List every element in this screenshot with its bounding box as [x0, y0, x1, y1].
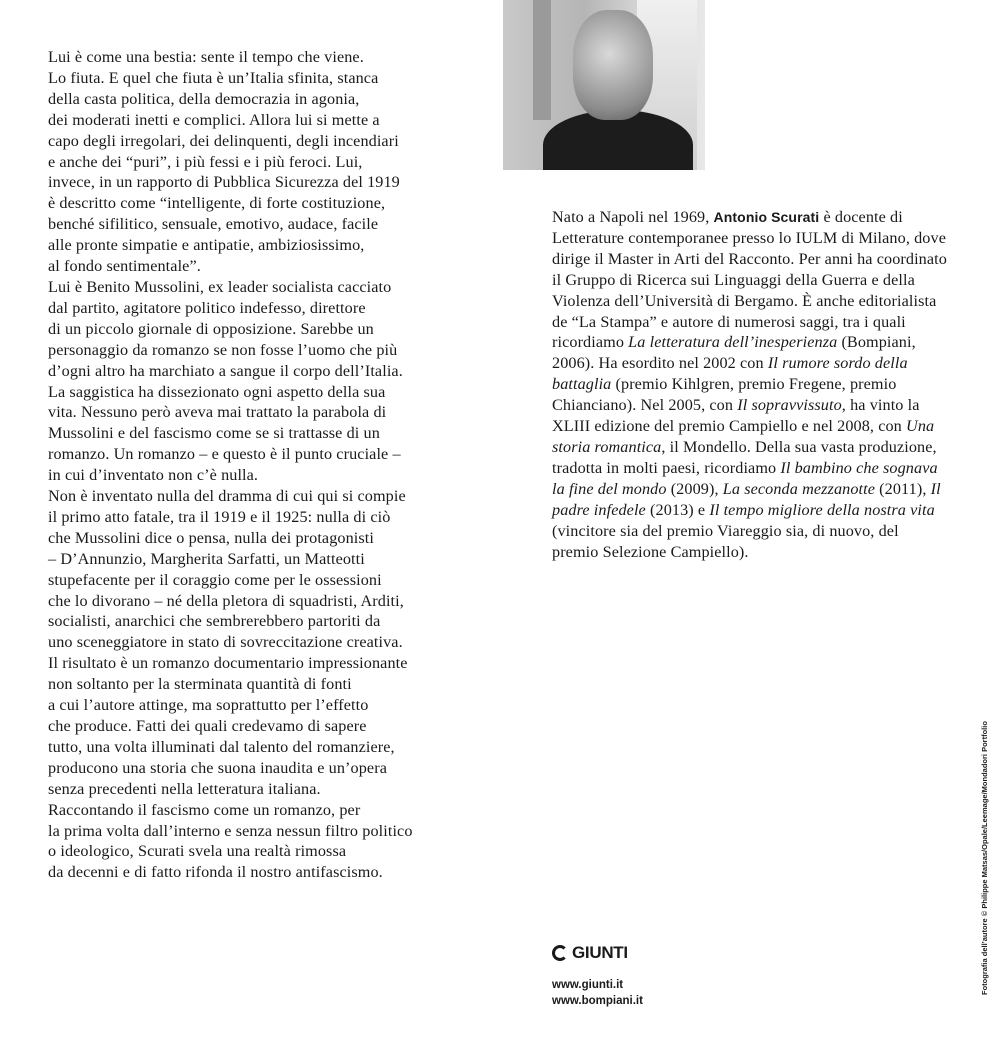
blurb-line: che lo divorano – né della pletora di squadristi, Arditi, — [48, 591, 404, 610]
blurb-line: che produce. Fatti dei quali credevamo di sapere — [48, 717, 367, 735]
blurb-line: invece, in un rapporto di Pubblica Sicurezza del 1919 — [48, 173, 400, 192]
bio-text: (2013) e — [645, 500, 710, 519]
publisher-logo — [552, 940, 628, 966]
work-title: Il tempo migliore della nostra vita — [709, 500, 935, 519]
author-bio — [552, 207, 947, 562]
work-title: La letteratura dell’inesperienza — [628, 333, 838, 352]
blurb-line: dei moderati inetti e complici. Allora lui si mette a — [48, 110, 380, 129]
blurb-line: stupefacente per il coraggio come per le ossessioni — [48, 570, 382, 589]
photo-author-head — [573, 10, 653, 120]
blurb-line: Lo fiuta. E quel che fiuta è un’Italia sfinita, stanca — [48, 68, 379, 87]
blurb-line: senza precedenti nella letteratura italiana. — [48, 779, 321, 798]
blurb-line: di un piccolo giornale di opposizione. Sarebbe un — [48, 319, 374, 338]
work-title: Una storia romantica — [552, 417, 935, 456]
blurb-line: è descritto come “intelligente, di forte costituzione, — [48, 194, 386, 213]
blurb-line: tutto, una volta illuminati dal talento del romanziere, — [48, 737, 395, 756]
blurb-line: non soltanto per la sterminata quantità di fonti — [48, 675, 352, 694]
bio-text: (premio Kihlgren, premio Fregene, premio Chianciano). Nel 2005, con — [552, 375, 897, 415]
blurb-line: personaggio da romanzo se non fosse l’uomo che più — [48, 340, 398, 359]
blurb-line: in cui d’inventato non c’è nulla. — [48, 466, 259, 485]
blurb-line: della casta politica, della democrazia in agonia, — [48, 89, 360, 108]
photo-background-pillar — [533, 0, 551, 120]
photo-credit: Fotografia dell’autore © Philippe Matsas/Opale/Leemage/Mondadori Portfolio — [980, 721, 989, 995]
bio-text: (2009), — [666, 479, 723, 498]
work-title: Il rumore sordo della battaglia — [552, 354, 908, 394]
blurb-line: o ideologico, Scurati svela una realtà rimossa — [48, 842, 347, 861]
giunti-logo-icon — [552, 945, 568, 961]
blurb-line: dal partito, agitatore politico indefesso, direttore — [48, 298, 366, 317]
blurb-line: Lui è Benito Mussolini, ex leader socialista cacciato — [48, 277, 392, 296]
blurb-line: d’ogni altro ha marchiato a sangue il corpo dell’Italia. — [48, 361, 403, 380]
blurb-line: da decenni e di fatto rifonda il nostro antifascismo. — [48, 863, 383, 882]
blurb-line: che Mussolini dice o pensa, nulla dei protagonisti — [48, 528, 374, 547]
author-photo — [503, 0, 705, 170]
work-title: Il padre infedele — [552, 479, 941, 519]
blurb-line: al fondo sentimentale”. — [48, 257, 201, 276]
blurb-line: socialisti, anarchici che sembrerebbero partoriti da — [48, 612, 381, 631]
blurb-line: – D’Annunzio, Margherita Sarfatti, un Matteotti — [48, 549, 365, 568]
work-title: Il sopravvissuto — [737, 396, 842, 415]
url-bompiani[interactable]: www.bompiani.it — [552, 995, 643, 1007]
blurb-line: vita. Nessuno però aveva mai trattato la parabola di — [48, 403, 387, 422]
work-title: La seconda mezzanotte — [722, 479, 876, 498]
blurb-line: La saggistica ha dissezionato ogni aspetto della sua — [48, 382, 386, 401]
blurb-line: Non è inventato nulla del dramma di cui qui si compie — [48, 487, 406, 506]
url-giunti[interactable]: www.giunti.it — [552, 979, 624, 991]
blurb-line: capo degli irregolari, dei delinquenti, degli incendiari — [48, 131, 399, 150]
blurb-line: producono una storia che suona inaudita e un’opera — [48, 758, 387, 777]
blurb-line: la prima volta dall’interno e senza nessun filtro politico — [48, 821, 413, 840]
blurb-line: alle pronte simpatie e antipatie, ambiziosissimo, — [48, 236, 365, 255]
blurb-line: e anche dei “puri”, i più fessi e i più feroci. Lui, — [48, 152, 363, 171]
publisher-logo-text: GIUNTI — [572, 943, 628, 962]
bio-text: (vincitore sia del premio Viareggio sia, di nuovo, del premio Selezione Campiello). — [552, 521, 899, 561]
bio-text: (Bompiani, 2006). Ha esordito nel 2002 con — [552, 333, 916, 373]
bio-text: (2011), — [875, 479, 931, 498]
blurb-line: a cui l’autore attinge, ma soprattutto per l’effetto — [48, 696, 369, 715]
bio-text: , il Mondello. Della sua vasta produzione, tradotta in molti paesi, ricordiamo — [552, 437, 937, 477]
blurb-line: Mussolini e del fascismo come se si trattasse di un — [48, 424, 380, 443]
work-title: Il bambino che sognava la fine del mondo — [552, 458, 938, 498]
bio-text: , ha vinto la XLIII edizione del premio Campiello e nel 2008, con — [552, 396, 920, 436]
blurb-line: benché sifilitico, sensuale, emotivo, audace, facile — [48, 215, 379, 234]
publisher-urls — [552, 977, 643, 1009]
bio-text: è docente di Letterature contemporanee presso lo IULM di Milano, dove dirige il Master in Arti del Racconto. Per anni ha coordinato il Gruppo di Ricerca sui Linguaggi della Guerra e della Violenza dell’Università di Bergamo. È anche editorialista de “La Stampa” e autore di numerosi saggi, tra i quali ricordiamo — [552, 208, 947, 352]
author-name: Antonio Scurati — [713, 209, 820, 225]
blurb-line: uno sceneggiatore in stato di sovreccitazione creativa. — [48, 633, 403, 652]
blurb-text — [48, 47, 468, 883]
bio-intro: Nato a Napoli nel 1969, — [552, 208, 714, 226]
blurb-line: Raccontando il fascismo come un romanzo, per — [48, 800, 361, 819]
blurb-line: il primo atto fatale, tra il 1919 e il 1925: nulla di ciò — [48, 507, 391, 526]
blurb-line: Il risultato è un romanzo documentario impressionante — [48, 654, 408, 673]
blurb-line: romanzo. Un romanzo – e questo è il punto cruciale – — [48, 445, 401, 464]
blurb-line: Lui è come una bestia: sente il tempo che viene. — [48, 48, 364, 66]
